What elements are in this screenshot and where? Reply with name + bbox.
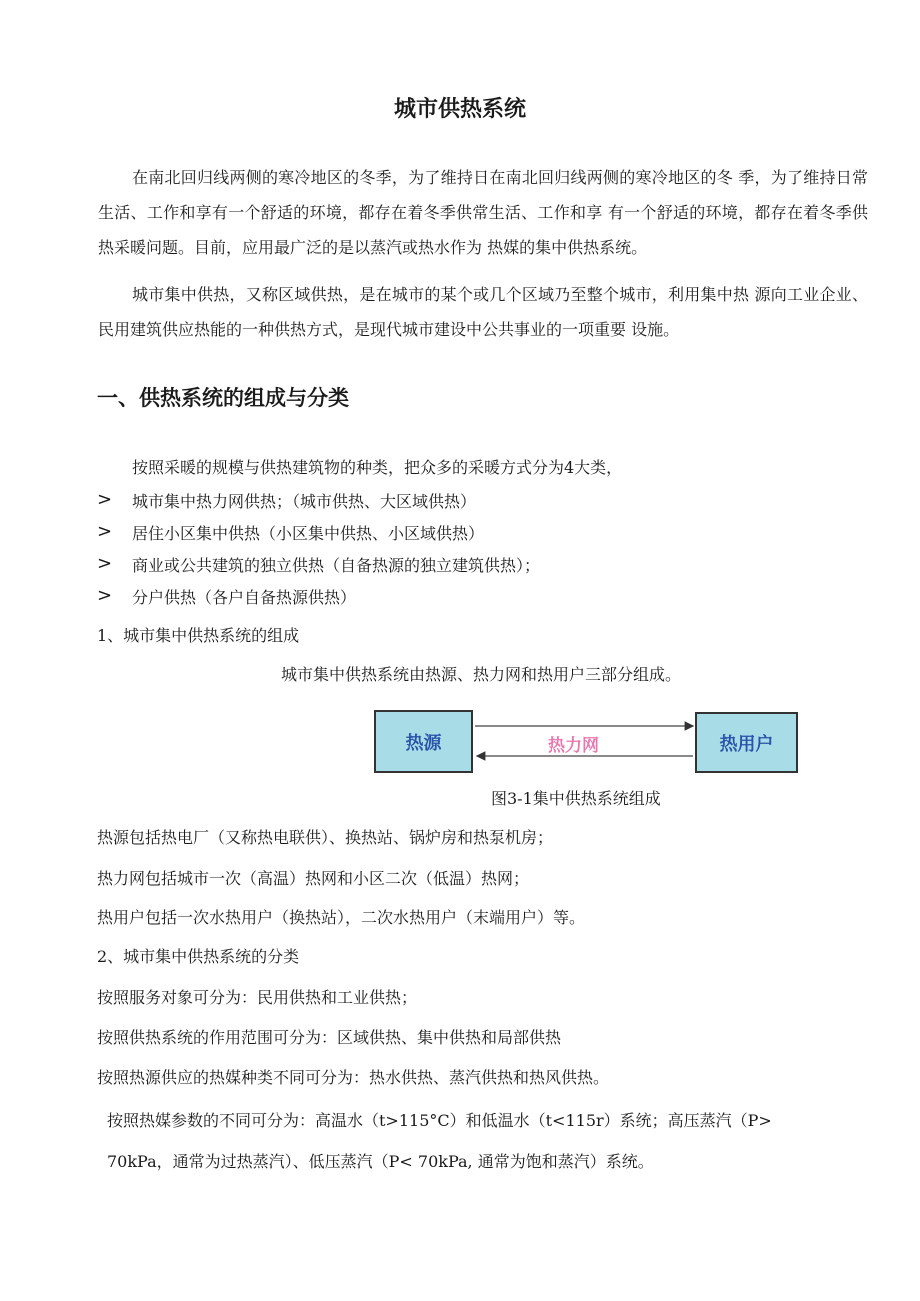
figure-caption: 图3-1集中供热系统组成 xyxy=(491,789,661,808)
bullet-item: 分户供热（各户自备热源供热） xyxy=(132,588,357,607)
heat-user-box: 热用户 xyxy=(695,712,798,773)
composition-line-user: 热用户包括一次水热用户（换热站），二次水热用户（末端用户）等。 xyxy=(97,908,586,927)
bullet-arrow-icon: > xyxy=(97,585,113,606)
classification-by-scope: 按照供热系统的作用范围可分为：区域供热、集中供热和局部供热 xyxy=(97,1028,562,1047)
bullet-arrow-icon: > xyxy=(97,553,113,574)
composition-intro: 城市集中供热系统由热源、热力网和热用户三部分组成。 xyxy=(281,665,682,684)
bullet-arrow-icon: > xyxy=(97,489,113,510)
classification-by-medium: 按照热源供应的热媒种类不同可分为：热水供热、蒸汽供热和热风供热。 xyxy=(97,1068,610,1087)
bullet-arrow-icon: > xyxy=(97,521,113,542)
classification-lead: 按照采暖的规模与供热建筑物的种类，把众多的采暖方式分为4大类， xyxy=(132,458,623,477)
bullet-item: 居住小区集中供热（小区集中供热、小区域供热） xyxy=(132,524,485,543)
section-heading-composition: 一、供热系统的组成与分类 xyxy=(97,386,349,410)
subsection-heading-1: 1、城市集中供热系统的组成 xyxy=(97,626,300,645)
classification-by-parameter-line-2: 70kPa，通常为过热蒸汽）、低压蒸汽（P< 70kPa, 通常为饱和蒸汽）系统。 xyxy=(107,1152,654,1171)
classification-by-parameter-line-1: 按照热媒参数的不同可分为：高温水（t>115°C）和低温水（t<115r）系统；高压蒸汽（P> xyxy=(107,1111,772,1130)
intro-paragraph-2: 城市集中供热，又称区域供热，是在城市的某个或几个区域乃至整个城市，利用集中热 源向工业企业、民用建筑供应热能的一种供热方式，是现代城市建设中公共事业的一项重要 设施。 xyxy=(98,285,868,339)
bullet-item: 城市集中热力网供热；（城市供热、大区域供热） xyxy=(132,492,477,511)
page-title: 城市供热系统 xyxy=(393,97,526,122)
heat-source-box: 热源 xyxy=(374,710,473,773)
composition-line-source: 热源包括热电厂（又称热电联供）、换热站、锅炉房和热泵机房； xyxy=(97,828,554,847)
composition-line-network: 热力网包括城市一次（高温）热网和小区二次（低温）热网； xyxy=(97,869,530,888)
heat-network-label: 热力网 xyxy=(548,736,599,756)
subsection-heading-2: 2、城市集中供热系统的分类 xyxy=(97,947,300,966)
classification-by-object: 按照服务对象可分为：民用供热和工业供热； xyxy=(97,988,418,1007)
bullet-item: 商业或公共建筑的独立供热（自备热源的独立建筑供热）； xyxy=(132,556,541,575)
intro-paragraph-1: 在南北回归线两侧的寒冷地区的冬季，为了维持日在南北回归线两侧的寒冷地区的冬 季，为了维持日常生活、工作和享有一个舒适的环境，都存在着冬季供常生活、工作和享 有一个舒适的环境，都存在着冬季供热采暖问题。目前，应用最广泛的是以蒸汽或热水作为 热媒的集中供热系统。 xyxy=(98,168,868,257)
